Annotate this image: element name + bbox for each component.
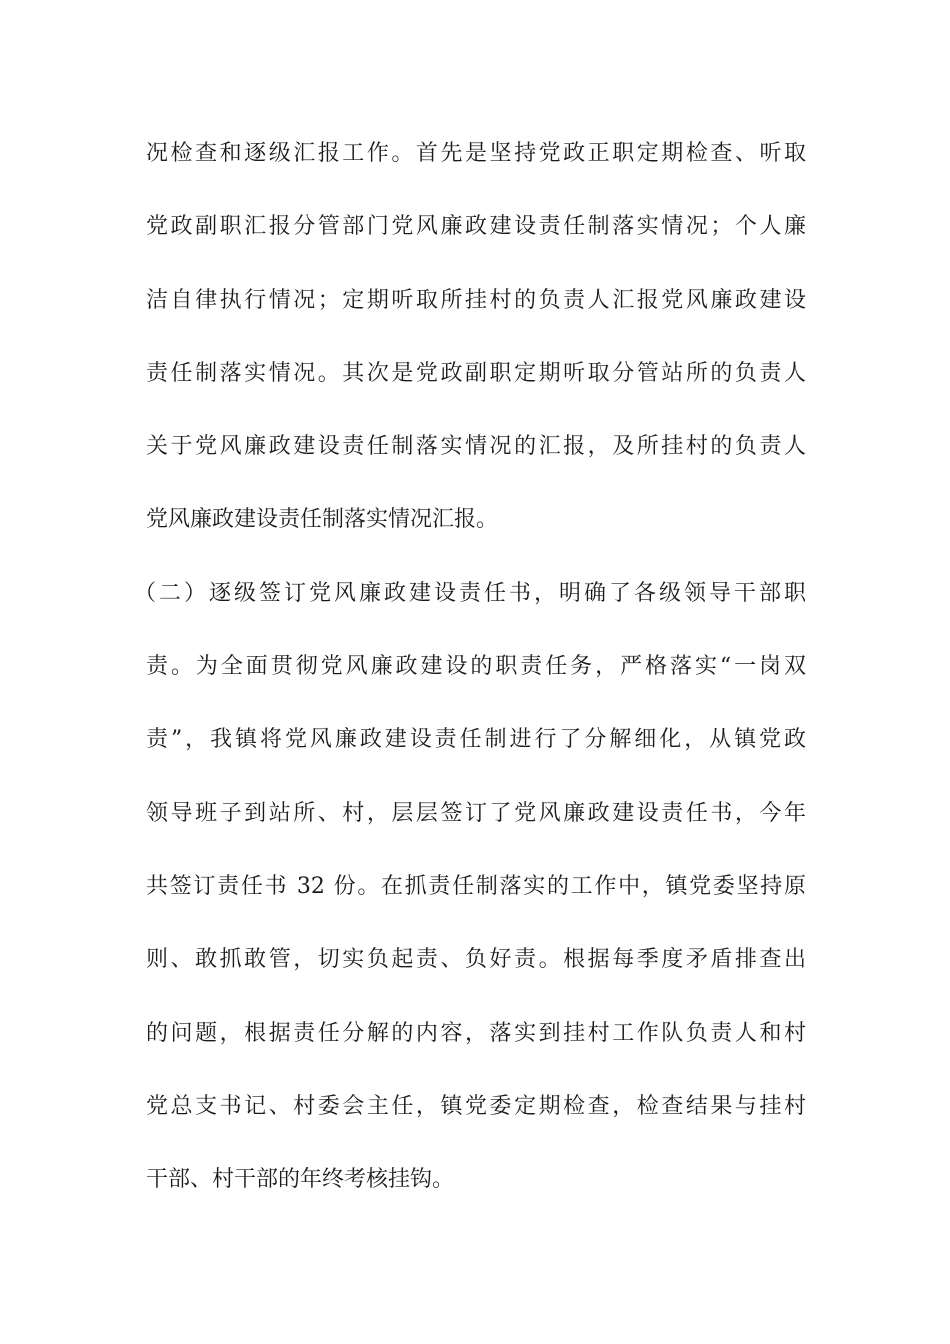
text-line: 况检查和逐级汇报工作。首先是坚持党政正职定期检查、听取 [146, 141, 806, 166]
text-line: 党政副职汇报分管部门党风廉政建设责任制落实情况；个人廉 [146, 214, 806, 240]
text-line: 责”，我镇将党风廉政建设责任制进行了分解细化，从镇党政 [146, 727, 806, 753]
text-line: 党风廉政建设责任制落实情况汇报。 [146, 507, 499, 533]
text-line: 共签订责任书 32 份。在抓责任制落实的工作中，镇党委坚持原 [146, 873, 806, 899]
text-line: 领导班子到站所、村，层层签订了党风廉政建设责任书，今年 [146, 800, 806, 826]
text-line: 责任制落实情况。其次是党政副职定期听取分管站所的负责人 [146, 360, 806, 386]
text-line: 的问题，根据责任分解的内容，落实到挂村工作队负责人和村 [146, 1020, 806, 1046]
text-line: 洁自律执行情况；定期听取所挂村的负责人汇报党风廉政建设 [146, 287, 806, 313]
text-line: 则、敢抓敢管，切实负起责、负好责。根据每季度矛盾排查出 [146, 947, 806, 973]
text-line: 干部、村干部的年终考核挂钩。 [146, 1167, 455, 1193]
body-text [134, 130, 806, 1229]
section-heading-line: （二）逐级签订党风廉政建设责任书，明确了各级领导干部职 [134, 580, 806, 606]
text-line: 责。为全面贯彻党风廉政建设的职责任务，严格落实“一岗双 [146, 654, 806, 680]
text-line: 关于党风廉政建设责任制落实情况的汇报，及所挂村的负责人 [146, 434, 806, 460]
text-line: 党总支书记、村委会主任，镇党委定期检查，检查结果与挂村 [146, 1093, 806, 1119]
